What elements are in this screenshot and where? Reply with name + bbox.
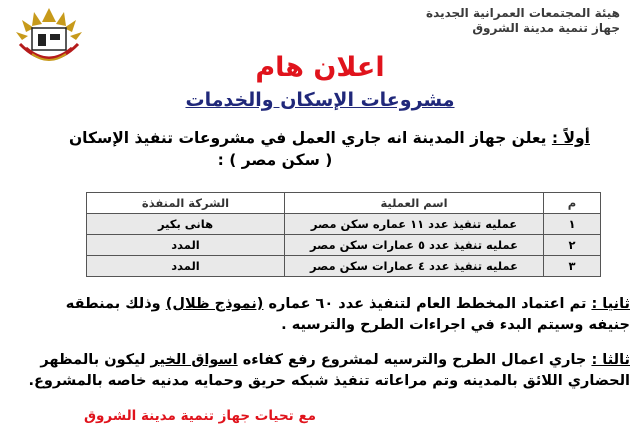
- third-highlight: اسواق الخير: [150, 352, 238, 368]
- third-paragraph: [20, 350, 630, 392]
- projects-table: [86, 192, 601, 277]
- intro-line2: ( سكن مصر ) :: [217, 151, 333, 169]
- third-text-b: ليكون بالمظهر الحضاري اللائق بالمدينه وتم مراعاته تنفيذ شبكه حريق وحمايه مدنيه خاصه بالمشروع.: [28, 352, 630, 389]
- second-text-a: تم اعتماد المخطط العام لتنفيذ عدد ٦٠ عماره: [268, 296, 587, 312]
- announcement-title: اعلان هام: [255, 52, 385, 83]
- intro-paragraph: [30, 127, 590, 171]
- row-company: المدد: [87, 256, 285, 277]
- intro-text: يعلن جهاز المدينة انه جاري العمل في مشروعات تنفيذ الإسكان: [68, 129, 547, 147]
- row-operation: عمليه تنفيذ عدد ١١ عماره سكن مصر: [285, 214, 544, 235]
- second-text-b: وذلك بمنطقه جنيفه وسيتم البدء في اجراءات الطرح والترسيه .: [65, 296, 630, 333]
- intro-label: أولاً :: [551, 129, 590, 147]
- footer-greeting: مع تحيات جهاز تنمية مدينة الشروق: [83, 408, 317, 424]
- organization-header: [426, 6, 620, 36]
- third-text-a: جاري اعمال الطرح والترسيه لمشروع رفع كفاءه: [242, 352, 587, 368]
- row-num: ١: [544, 214, 601, 235]
- second-highlight: (نموذج ظلال): [165, 296, 264, 312]
- table-header-row: [87, 193, 601, 214]
- second-paragraph: [30, 294, 630, 336]
- header-company: الشركة المنفذة: [87, 193, 285, 214]
- table-row: [87, 235, 601, 256]
- header-num: م: [544, 193, 601, 214]
- row-operation: عمليه تنفيذ عدد ٤ عمارات سكن مصر: [285, 256, 544, 277]
- org-name: هيئة المجتمعات العمرانية الجديدة: [426, 6, 620, 20]
- table-row: [87, 214, 601, 235]
- third-label: ثالثا :: [591, 352, 630, 368]
- row-company: هانى بكير: [87, 214, 285, 235]
- org-department: جهاز تنمية مدينة الشروق: [472, 21, 620, 35]
- subject-text: مشروعات الإسكان والخدمات: [185, 89, 455, 111]
- row-company: المدد: [87, 235, 285, 256]
- header-operation: اسم العملية: [285, 193, 544, 214]
- subject-heading: [0, 88, 640, 112]
- row-num: ٣: [544, 256, 601, 277]
- row-num: ٢: [544, 235, 601, 256]
- table-row: [87, 256, 601, 277]
- row-operation: عمليه تنفيذ عدد ٥ عمارات سكن مصر: [285, 235, 544, 256]
- second-label: ثانيا :: [591, 296, 630, 312]
